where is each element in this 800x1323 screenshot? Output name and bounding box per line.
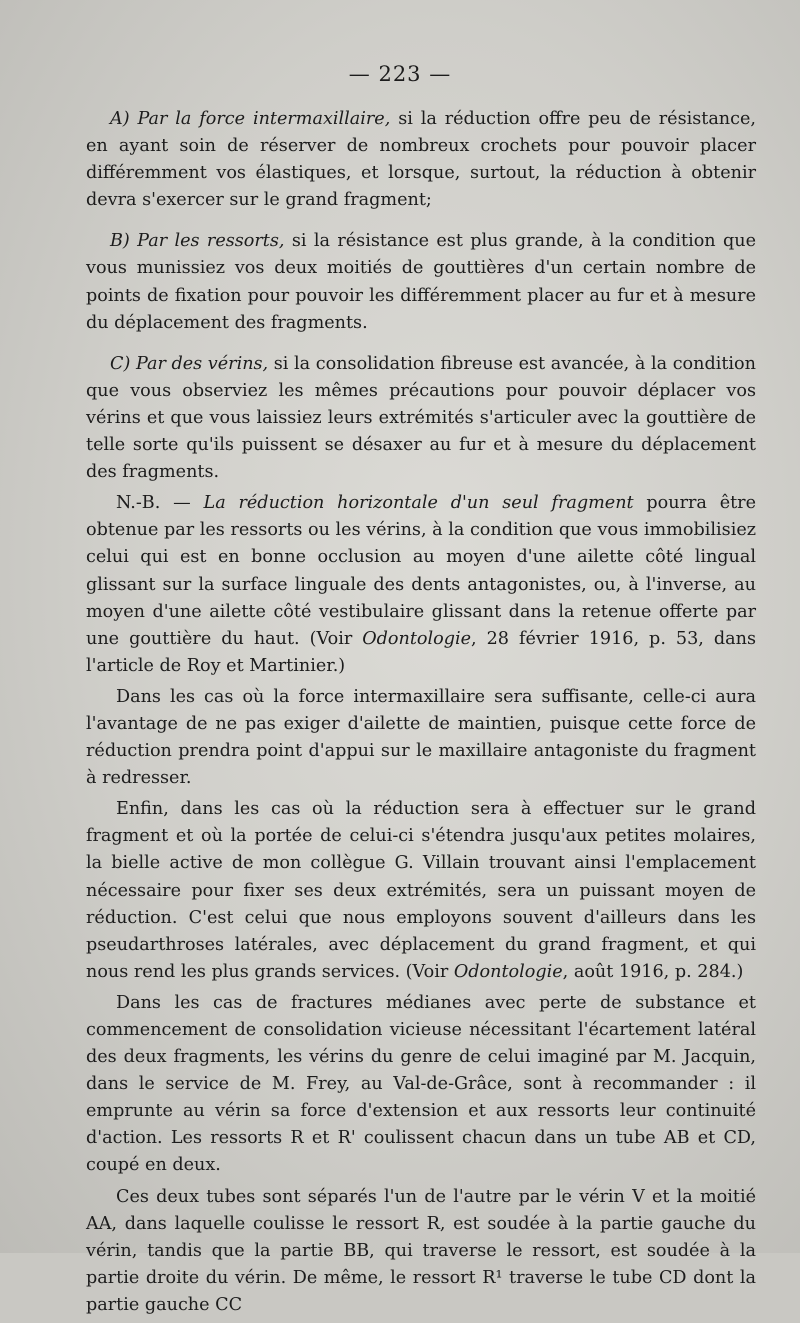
paragraph-fractures-medianes: Dans les cas de fractures médianes avec perte de substance et commencement de consolidation vicieuse nécessitant l'écartement latéral des deux fragments, les vérins du genre de celui imaginé par M. Jacquin, dans le service de M. Frey, au Val-de-Grâce, sont à recommander : il emprunte au vérin sa force d'extension et aux ressorts leur continuité d'action. Les ressorts R et R' coulissent chacun dans un tube AB et CD, coupé en deux. xyxy=(86,992,756,1176)
bielle-text-1: Enfin, dans les cas où la réduction sera à effectuer sur le grand fragment et où la portée de celui-ci s'étendra jusqu'aux petites molaires, la bielle active de mon collègue G. Villain trouvant ainsi l'emplacement nécessaire pour fixer ses deux extrémités, sera un puissant moyen de réduction. C'est celui que nous employons souvent d'ailleurs dans les pseudarthroses latérales, avec déplacement du grand fragment, et qui nous rend les plus grands services. (Voir xyxy=(86,799,756,982)
paragraph-bielle xyxy=(86,796,756,986)
body-text xyxy=(86,106,756,1323)
list-item-c xyxy=(86,351,756,486)
paragraph-tubes: Ces deux tubes sont séparés l'un de l'autre par le vérin V et la moitié AA, dans laquelle coulisse le ressort R, est soudée à la partie gauche du vérin, tandis que la partie BB, qui traverse le ressort, est soudée à la partie droite du vérin. De même, le ressort R¹ traverse le tube CD dont la partie gauche CC xyxy=(86,1186,756,1315)
paragraph-intermaxillaire: Dans les cas où la force intermaxillaire sera suffisante, celle-ci aura l'avantage de ne pas exiger d'ailette de maintien, puisque cette force de réduction prendra point d'appui sur le maxillaire antagoniste du fragment à redresser. xyxy=(86,686,756,789)
page-number: — 223 — xyxy=(348,62,452,86)
list-item-b xyxy=(86,228,756,336)
nb-text-1: pourra être obtenue par les ressorts ou les vérins, à la condition que vous immobilisiez celui qui est en bonne occlusion au moyen d'une ailette côté lingual glissant sur la surface linguale des dents antagonistes, ou, à l'inverse, au moyen d'une ailette côté vestibulaire glissant dans la retenue offerte par une gouttière du haut. (Voir xyxy=(86,493,757,649)
nota-bene-paragraph xyxy=(86,490,756,680)
item-b-label: B) Par les ressorts, xyxy=(110,231,285,252)
item-c-label: C) Par des vérins, xyxy=(110,353,269,374)
list-item-a xyxy=(86,106,756,214)
bielle-text-2: , août 1916, p. 284.) xyxy=(562,961,744,982)
item-b-text: si la résistance est plus grande, à la condition que vous munissiez vos deux moitiés de gouttières d'un certain nombre de points de fixation pour pouvoir les différemment placer au fur et à mesure du déplacement des fragments. xyxy=(86,231,756,333)
item-a-text: si la réduction offre peu de résistance, en ayant soin de réserver de nombreux crochets pour pouvoir placer différemment vos élastiques, et lorsque, surtout, la réduction à obtenir devra s'exercer sur le grand fragment; xyxy=(86,109,756,211)
nb-text-2: , 28 février 1916, p. 53, dans l'article de Roy et Martinier.) xyxy=(86,628,756,676)
nb-journal: Odontologie xyxy=(362,628,472,649)
item-c-text: si la consolidation fibreuse est avancée, à la condition que vous observiez les mêmes précautions pour pouvoir déplacer vos vérins et que vous laissiez leurs extrémités s'articuler avec la gouttière de telle sorte qu'ils puissent se désaxer au fur et à mesure du déplacement des fragments. xyxy=(86,353,756,483)
bielle-journal: Odontologie xyxy=(453,961,563,982)
item-a-label: A) Par la force intermaxillaire, xyxy=(110,109,391,129)
nb-italic: La réduction horizontale d'un seul fragment xyxy=(203,493,634,514)
nb-prefix: N.-B. — xyxy=(116,493,204,514)
